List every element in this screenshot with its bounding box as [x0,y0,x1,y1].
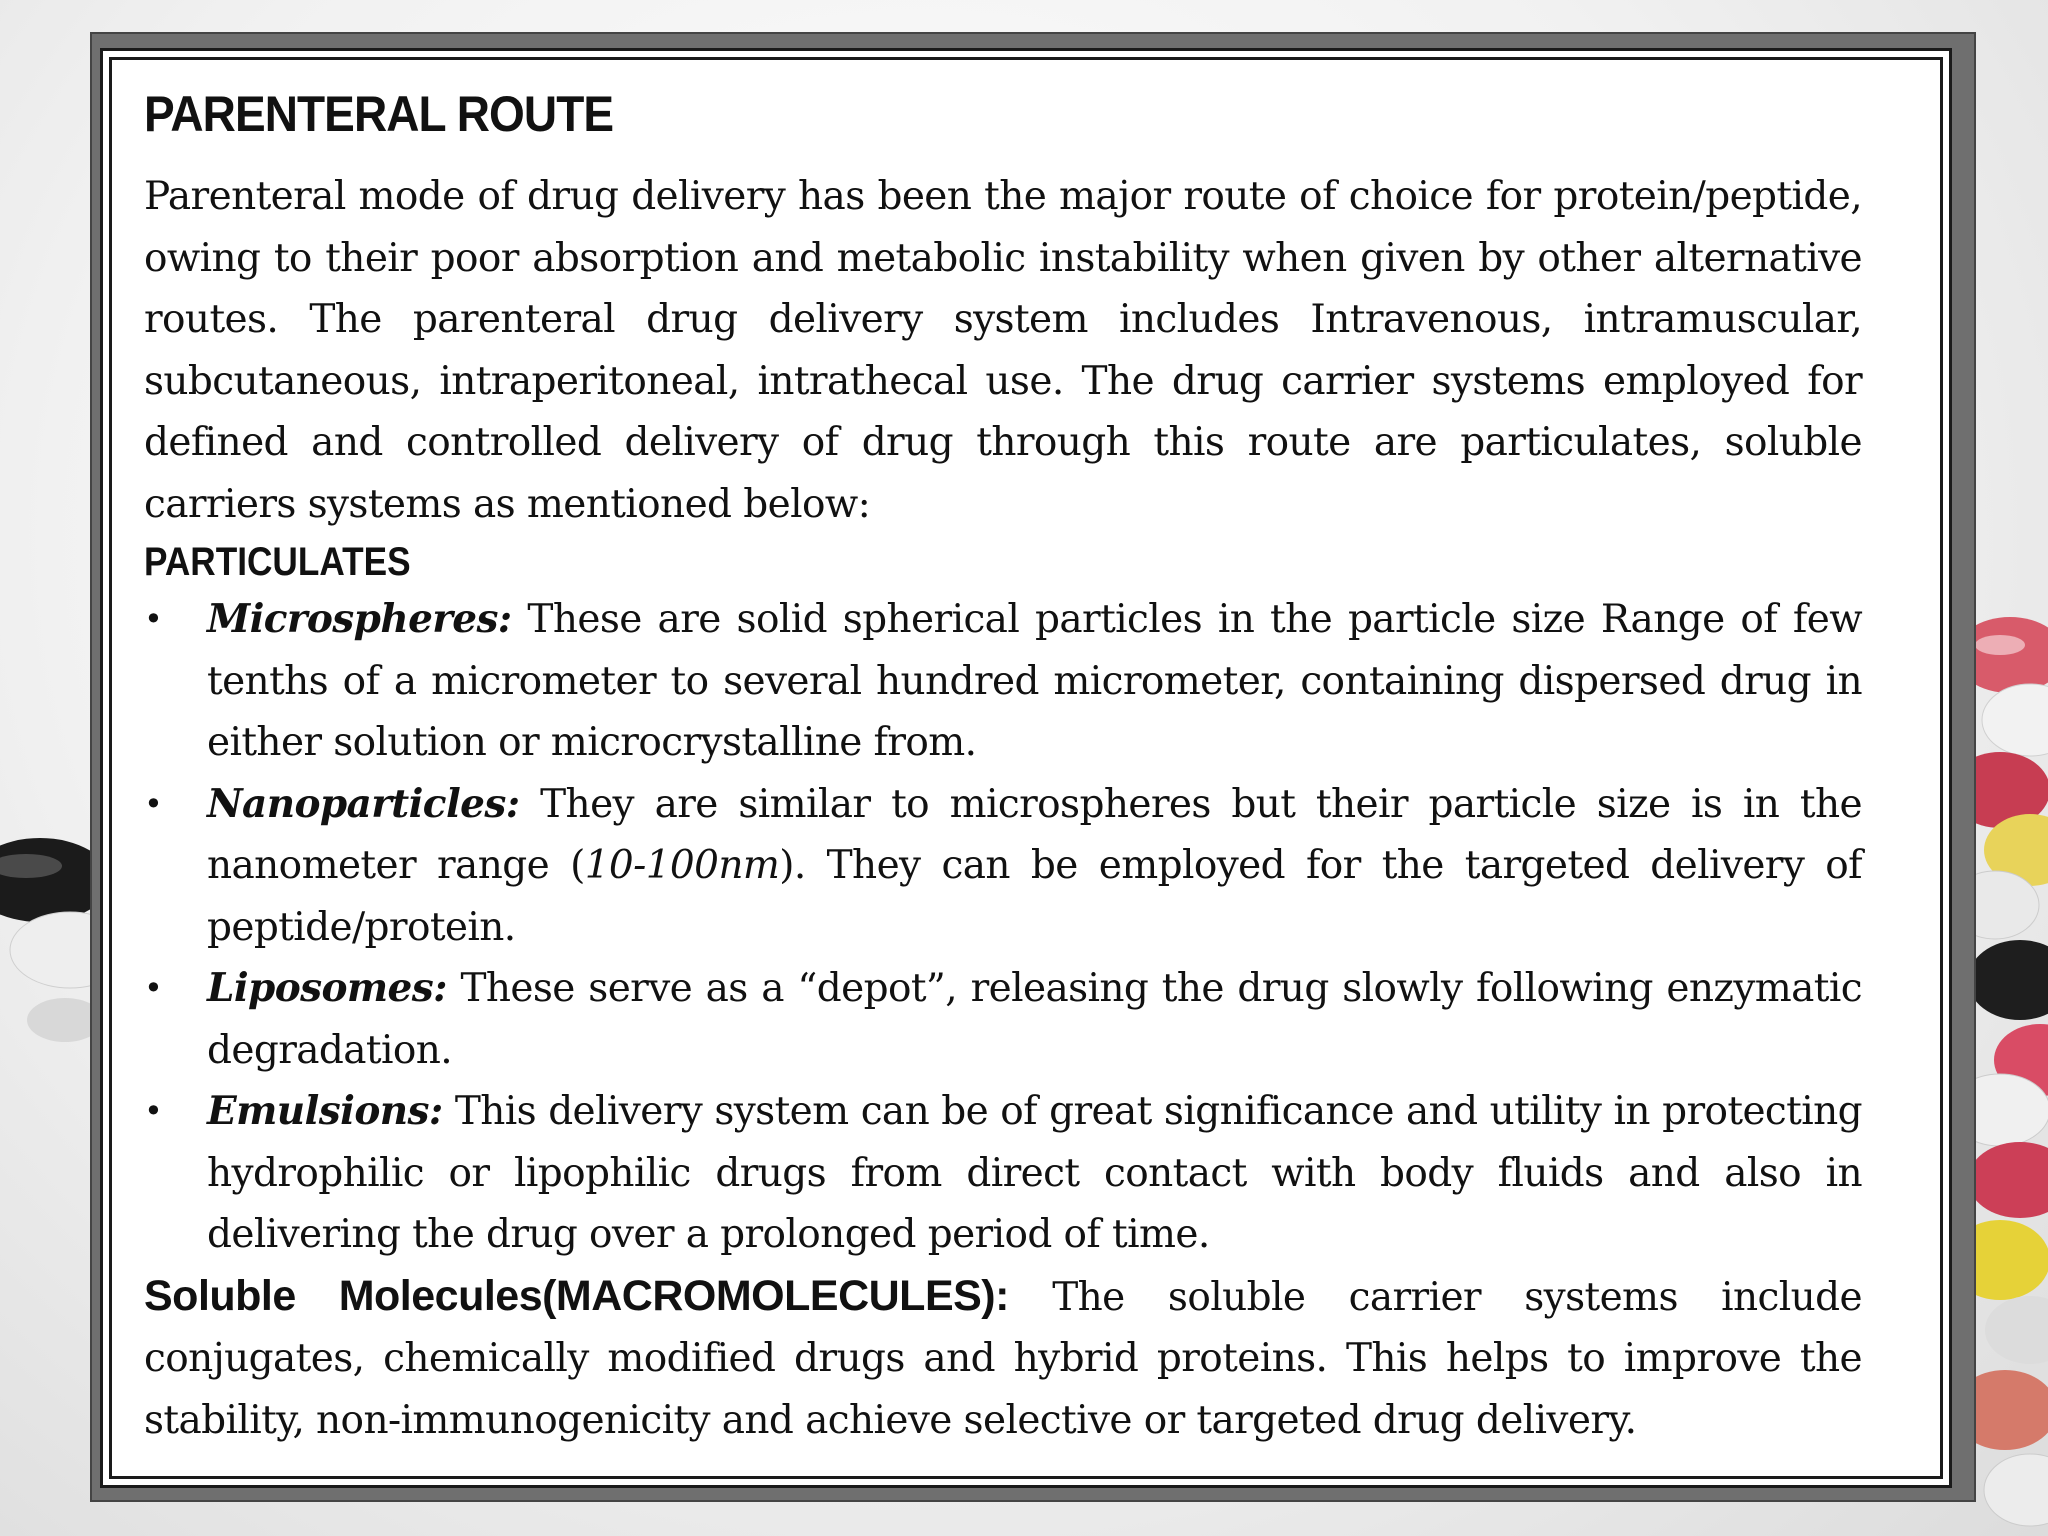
intro-paragraph: Parenteral mode of drug delivery has been the major route of choice for protein/peptide, owing to their poor absorption and metabolic instability when given by other alternative routes. The parenteral drug delivery system includes Intravenous, intramuscular, subcutaneous, intraperitoneal, intrathecal use. The drug carrier systems employed for defined and controlled delivery of drug through this route are particulates, soluble carriers systems as mentioned below: [144,174,1862,527]
soluble-molecules-heading: Soluble Molecules(MACROMOLECULES): [144,1271,1009,1320]
item-text: These serve as a “depot”, releasing the drug slowly following enzymatic degradation. [207,966,1862,1073]
bullet-icon: • [144,969,163,1007]
soluble-molecules-paragraph [144,1266,1862,1452]
item-term: Microspheres: [207,596,512,642]
soluble-molecules-text: The soluble carrier systems include conjugates, chemically modified drugs and hybrid proteins. This helps to improve the stability, non-immunogenicity and achieve selective or targeted drug delivery. [144,1274,1863,1443]
slide-content [144,82,1862,1451]
item-term: Nanoparticles: [207,780,520,827]
item-text: This delivery system can be of great significance and utility in protecting hydrophilic or lipophilic drugs from direct contact with body fluids and also in delivering the drug over a prolonged period of time. [207,1089,1862,1257]
bullet-icon: • [144,1092,163,1130]
bullet-icon: • [144,600,163,638]
slide-title: PARENTERAL ROUTE [144,86,614,142]
item-text: They are similar to microspheres but their particle size is in the nanometer range ( [207,781,1862,888]
size-range: 10-100nm [584,843,780,888]
particulates-list [144,589,1862,1266]
list-item-emulsions [144,1081,1862,1266]
item-text-after: ). They can be employed for the targeted delivery of peptide/protein. [207,843,1862,950]
item-text: These are solid spherical particles in the particle size Range of few tenths of a micrometer to several hundred micrometer, containing dispersed drug in either solution or microcrystalline from. [207,597,1862,765]
list-item-nanoparticles [144,774,1862,959]
item-term: Liposomes: [207,965,447,1011]
list-item-microspheres [144,589,1862,774]
item-term: Emulsions: [207,1088,443,1134]
list-item-liposomes [144,958,1862,1081]
particulates-heading: PARTICULATES [144,540,411,584]
bullet-icon: • [144,784,163,823]
